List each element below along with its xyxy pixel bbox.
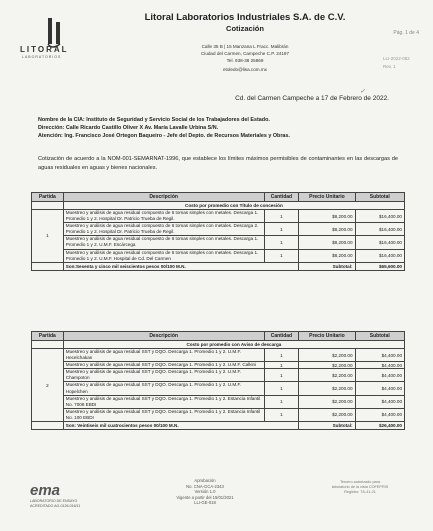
footer-right-line: laboratorio de la vista COFEPRIS	[331, 485, 389, 489]
row-subtotal: $4,400.00	[355, 362, 404, 369]
footer-mid-line: LLI-GE-018	[194, 500, 216, 505]
page-number: Pág. 1 de 4	[393, 30, 419, 36]
row-subtotal: $16,400.00	[355, 223, 404, 236]
row-price: $2,200.00	[299, 362, 355, 369]
row-subtotal: $4,400.00	[355, 369, 404, 382]
col-descripcion: Descripción	[63, 332, 264, 341]
row-subtotal: $4,400.00	[355, 408, 404, 421]
col-precio: Precio Unitario	[299, 193, 355, 202]
logo-subtitle: LABORATORIOS	[22, 55, 62, 59]
doc-code-box	[383, 55, 419, 71]
footer-authorization	[310, 480, 410, 495]
col-partida: Partida	[32, 193, 64, 202]
intro-paragraph: Cotización de acuerdo a la NOM-001-SEMARNAT-1996, que establece los límites máximos permisibles de contaminantes en las descargas de aguas residuales en aguas y bienes nacionales.	[38, 156, 398, 171]
company-name: Litoral Laboratorios Industriales S.A. de C.V.	[144, 12, 346, 23]
signature-mark: ✓	[360, 89, 366, 95]
row-qty: 1	[264, 210, 299, 223]
row-qty: 1	[264, 236, 299, 249]
total-value: $65,600.00	[355, 262, 404, 270]
address-line-1: Calle 35 B | 15 Manzana L Fracc. Malibrán	[201, 44, 289, 49]
row-subtotal: $16,400.00	[355, 249, 404, 262]
total-in-words: Son: Veintiseis mil cuatrocientos pesos 00/100 M.N.	[63, 422, 299, 430]
row-description: Muestreo y análisis de agua residual compuesto de 6 tomas simples con metales. Descarga 1. Promedio 1 y 2. U.M.F. Escárcega	[63, 236, 264, 249]
row-price: $2,200.00	[299, 382, 355, 395]
footer-mid-line: Vigente a partir del 15/01/2021	[176, 494, 234, 500]
row-price: $2,200.00	[299, 369, 355, 382]
row-price: $2,200.00	[299, 349, 355, 362]
col-subtotal: Subtotal	[355, 332, 404, 341]
footer-mid-line: Versión 1.0	[194, 489, 216, 494]
date-line: Cd. del Carmen Campeche a 17 de Febrero de 2022.	[235, 95, 389, 102]
document-type: Cotización	[226, 24, 264, 33]
row-description: Muestreo y análisis de agua residual SST y DQO. Descarga 1. Promedio 1 y 2. U.M.F. Hecelchakan	[63, 349, 264, 362]
ema-caption	[30, 499, 80, 509]
footer-approval	[160, 478, 250, 506]
row-description: Muestreo y análisis de agua residual compuesto de 6 tomas simples con metales. Descarga 2. Promedio 1 y 2. Hospital Dr. Patricio Trueba de Regil.	[63, 223, 264, 236]
ema-caption-1: LABORATORIO DE ENSAYO	[30, 499, 78, 503]
col-descripcion: Descripción	[63, 193, 264, 202]
row-qty: 1	[264, 369, 299, 382]
address-line-2: Ciudad del Carmen, Campeche C.P. 24197	[200, 51, 289, 56]
total-label: Subtotal:	[299, 262, 355, 270]
row-description: Muestreo y análisis de agua residual SST y DQO. Descarga 1. Promedio 1 y 2. U.M.F. Champoton	[63, 369, 264, 382]
col-cantidad: Cantidad	[264, 332, 299, 341]
row-qty: 1	[264, 349, 299, 362]
recipient-address: Dirección: Calle Ricardo Castillo Oliver X Av. María Lavalle Urbina S/N.	[38, 125, 219, 131]
col-precio: Precio Unitario	[299, 332, 355, 341]
row-qty: 1	[264, 249, 299, 262]
ema-caption-2: ACREDITADO AG-0126-016/11	[30, 504, 81, 508]
recipient-attention: Atención: Ing. Francisco José Ortegon Baqueiro - Jefe del Depto. de Recursos Materiales y Obras.	[38, 133, 290, 139]
section-title: Costo por promedio con Aviso de descarga	[63, 341, 404, 349]
ema-logo: ema	[30, 482, 61, 499]
row-subtotal: $4,400.00	[355, 395, 404, 408]
col-partida: Partida	[32, 332, 64, 341]
doc-code: LLI-2022-052	[383, 56, 410, 61]
total-in-words: Son:Sesenta y cinco mil seiscientos pesos 00/100 M.N.	[63, 262, 299, 270]
row-subtotal: $16,400.00	[355, 210, 404, 223]
row-subtotal: $16,400.00	[355, 236, 404, 249]
row-subtotal: $4,400.00	[355, 349, 404, 362]
phone: Tel. 938-38 25869	[226, 58, 264, 63]
quote-table-1	[31, 192, 405, 271]
total-label: Subtotal:	[299, 422, 355, 430]
logo-word: LITORAL	[20, 45, 69, 54]
footer-mid-line: No. CNA-GCA-2343	[186, 483, 224, 489]
row-qty: 1	[264, 362, 299, 369]
footer-mid-line: Aprobación	[194, 478, 216, 483]
partida-number: 2	[32, 349, 64, 422]
partida-number: 1	[32, 210, 64, 263]
row-description: Muestreo y análisis de agua residual SST y DQO. Descarga 1. Promedio 1 y 2. Estancia Infantil No. 7008 EBDI	[63, 395, 264, 408]
row-price: $8,200.00	[299, 210, 355, 223]
row-qty: 1	[264, 395, 299, 408]
row-price: $8,200.00	[299, 249, 355, 262]
footer-right-line: Tercero autorizado para	[339, 480, 381, 484]
row-description: Muestreo y análisis de agua residual compuesto de 6 tomas simples con metales. Descarga 1. Promedio 1 y 2. Hospital Dr. Patricio Trueba de Regil.	[63, 210, 264, 223]
col-cantidad: Cantidad	[264, 193, 299, 202]
footer-right-line: Registro: TA-41-21	[344, 490, 376, 494]
row-description: Muestreo y análisis de agua residual compuesto de 6 tomas simples con metales. Descarga 1. Promedio 1 y 2. U.M.F. Hospital de Cd. Del Carmen	[63, 249, 264, 262]
col-subtotal: Subtotal	[355, 193, 404, 202]
email: etoledo@lisa.com.mx	[223, 67, 267, 72]
recipient-block	[38, 116, 290, 140]
total-value: $26,400.00	[355, 422, 404, 430]
row-price: $2,200.00	[299, 395, 355, 408]
quote-table-2	[31, 331, 405, 430]
row-qty: 1	[264, 382, 299, 395]
row-price: $8,200.00	[299, 223, 355, 236]
row-description: Muestreo y análisis de agua residual SST y DQO. Descarga 1. Promedio 1 y 2. U.M.F. Calkini	[63, 362, 264, 369]
recipient-company: Nombre de la CIA: Instituto de Seguridad y Servicio Social de los Trabajadores del Estado.	[38, 117, 270, 123]
row-price: $8,200.00	[299, 236, 355, 249]
row-subtotal: $4,400.00	[355, 382, 404, 395]
row-description: Muestreo y análisis de agua residual SST y DQO. Descarga 1. Promedio 1 y 2. U.M.F. Hopelchen	[63, 382, 264, 395]
row-qty: 1	[264, 223, 299, 236]
row-price: $2,200.00	[299, 408, 355, 421]
section-title: Costo por promedio con Título de concesión	[63, 202, 404, 210]
row-qty: 1	[264, 408, 299, 421]
row-description: Muestreo y análisis de agua residual SST y DQO. Descarga 1. Promedio 1 y 2. Estancia Infantil No. 100 EBDI	[63, 408, 264, 421]
doc-rev: Rev. 1	[383, 64, 396, 69]
